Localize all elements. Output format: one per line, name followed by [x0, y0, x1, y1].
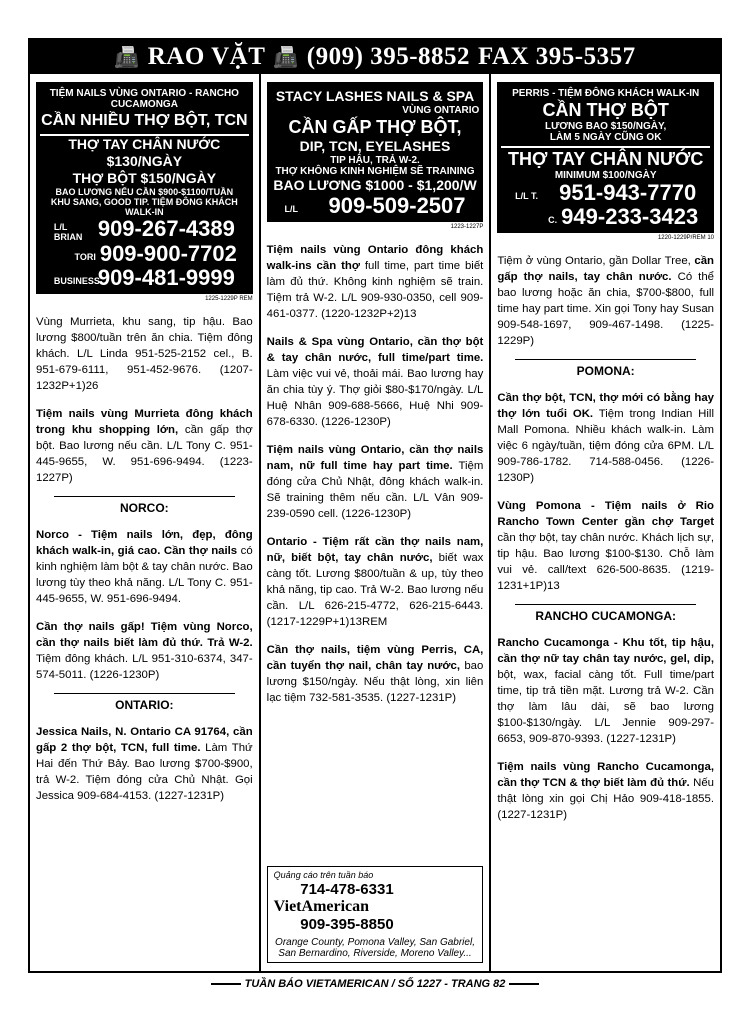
column-3 [491, 74, 720, 971]
ad-title: CẦN GẤP THỢ BỘT, [288, 117, 462, 137]
ad-line: THỢ TAY CHÂN NƯỚC [508, 149, 704, 169]
ad-line: VÙNG ONTARIO [402, 105, 480, 116]
column-2 [261, 74, 492, 971]
classified-ad [267, 534, 484, 630]
phone-number: 909-509-2507 [328, 193, 466, 218]
ad-list [36, 314, 253, 486]
featured-ad-3 [497, 82, 714, 233]
ad-line: THỢ KHÔNG KINH NGHIỆM SẼ TRAINING [275, 166, 475, 177]
ad-list [267, 242, 484, 706]
ad-lead: Tiệm nails vùng Ontario, cần thợ nails nam, nữ full time hay part time. [266, 444, 484, 472]
publication-logo: VietAmerican [273, 898, 370, 915]
ad-lead: Jessica Nails, N. Ontario CA 91764, cần gấp 2 thợ bột, TCN, full time. [36, 725, 253, 754]
ad-headline: TIỆM NAILS VÙNG ONTARIO - RANCHO CUCAMONGA [49, 88, 239, 110]
ad-body: Tiệm trong Indian Hill Mall Pomona. Nhiều khách walk-in. Làm việc 6 ngày/tuần, tiệm đóng cửa 6PM. L/L 909-786-1782. 714-588-0456. (1226-1230P) [497, 408, 715, 484]
phone-number: 909-267-4389 [97, 216, 235, 241]
classified-ad [36, 619, 253, 683]
contact-label: C. [548, 214, 558, 225]
classified-ad [36, 724, 253, 804]
ad-line: BAO LƯƠNG $1000 - $1,200/W [273, 177, 477, 193]
header-phone: (909) 395-8852 [306, 43, 471, 70]
ad-line: BAO LƯƠNG NẾU CẦN $900-$1100/TUẦN [55, 187, 234, 197]
ad-list [36, 527, 253, 683]
ad-lead: Vùng Pomona - Tiệm nails ở Rio Rancho Town Center gần chợ Target [497, 500, 715, 528]
classified-ad [267, 334, 484, 430]
ad-line: KHU SANG, GOOD TIP. TIỆM ĐÔNG KHÁCH WALK-IN [50, 197, 238, 217]
ad-body: Tiệm đông khách. L/L 951-310-6374, 347-574-5011. (1226-1230P) [36, 652, 253, 681]
ad-lead: Cần thợ nails, tiệm vùng Perris, CA, cần tuyển thợ nail, chân tay nước, [266, 644, 484, 672]
classified-ad [497, 253, 714, 349]
phone-number: 909-900-7702 [99, 240, 237, 266]
ad-line: MINIMUM $100/NGÀY [554, 170, 657, 181]
classified-ad [497, 759, 714, 823]
header-fax: FAX 395-5357 [478, 43, 636, 70]
ad-line: LƯƠNG BAO $150/NGÀY, [545, 121, 667, 132]
ad-body: biết wax càng tốt. Lương $800/tuần & up, tùy theo khả năng, tip cao. Trả W-2. Bao lương nếu cần. L/L 626-215-4772, 626-215-6443. (1217-1229P+1)13REM [266, 552, 484, 628]
ad-lead: Nails & Spa vùng Ontario, cần thợ bột & tay chân nước, full time/part time. [266, 336, 484, 364]
classified-ad [36, 527, 253, 607]
ad-list [497, 635, 714, 823]
ad-body: có kinh nghiệm làm bột & tay chân nước. Bao lương tùy theo khả năng. L/L Tony C. 951-445-9655, W. 951-696-9494. [36, 544, 253, 605]
contact-label: TORI [74, 251, 96, 262]
classified-ad [36, 406, 253, 486]
ad-headline: PERRIS - TIỆM ĐÔNG KHÁCH WALK-IN [512, 88, 700, 99]
classified-ad [497, 635, 714, 747]
ad-line: THỢ TAY CHÂN NƯỚC $130/NGÀY [68, 136, 221, 169]
ad-code: 1223-1227P [450, 224, 484, 230]
ad-body: cần thợ bột, tay chân nước. Khách lịch sự, tip hậu. Bao lương $100-$130. Chỗ làm vui vẻ. call/text 626-500-8635. (1219-1231+1P)13 [497, 532, 715, 592]
contact-label: L/L [284, 203, 298, 214]
phone-number: 714-478-6331 [300, 881, 394, 898]
featured-ad-2 [267, 82, 484, 222]
phone-number: 909-395-8850 [300, 916, 394, 933]
ad-body: Có thể bao lương hoặc ăn chia, $700-$800, full time hay part time. Xin gọi Tony hay Susan 909-548-1697, 909-467-1498. (1225-1229P) [497, 271, 715, 347]
ad-body: bao lương $150/ngày. Nếu thật lòng, xin liên lạc tiệm 732-581-3535. (1227-1231P) [266, 660, 484, 704]
ad-code: 1220-1229P/REM 10 [657, 235, 715, 241]
ad-body: cần gấp thợ bột. Bao lương nếu cần. L/L Tony C. 951-445-9655, W. 951-696-9494. (1223-1227P) [36, 423, 253, 484]
contact-label: BUSINESS [53, 275, 100, 286]
section-heading-norco: NORCO: [54, 496, 235, 515]
section-heading-pomona: POMONA: [515, 359, 696, 378]
ad-body: full time, part time biết làm đủ thứ. Không kinh nghiệm sẽ train. Tiệm trả W-2. L/L 909-930-0350, cell 909-461-0377. (1220-1232P+2)13 [266, 260, 484, 320]
phone-number: 951-943-7770 [559, 180, 697, 205]
contact-label: L/L T. [515, 190, 539, 201]
ad-list [497, 390, 714, 594]
ad-headline: STACY LASHES NAILS & SPA [275, 88, 475, 104]
ad-line: TIP HẬU, TRẢ W-2. [330, 155, 420, 166]
header-title: RAO VẶT [147, 43, 266, 70]
column-1 [30, 74, 261, 971]
classified-ad [497, 390, 714, 486]
classifieds-page [28, 38, 722, 973]
contact-label: L/L BRIAN [53, 221, 83, 242]
ad-lead: cần gấp thợ nails, tay chân nước. [497, 255, 715, 283]
promo-box [267, 866, 484, 963]
ad-lead: Cần thợ bột, TCN, thợ mới có bằng hay thợ lớn tuổi OK. [497, 392, 715, 420]
ad-lead: Tiệm nails vùng Murrieta đông khách trong khu shopping lớn, [36, 407, 253, 436]
ad-body: Tiệm ở vùng Ontario, gần Dollar Tree, [497, 255, 695, 267]
classified-ad [267, 442, 484, 522]
ad-lead: Norco - Tiệm nails lớn, đẹp, đông khách walk-in, giá cao. Cần thợ nails [36, 528, 253, 557]
ad-body: bột, wax, facial càng tốt. Full time/part time, tip trả tiền mặt. Lương trả W-2. Cần thợ làm lâu dài, sẽ bao lương $100-$130/ngày. L/L Jennie 909-297-6653, 909-870-9393. (1227-1231P) [497, 669, 715, 745]
ad-lead: Rancho Cucamonga - Khu tốt, tip hậu, cần thợ nữ tay chân tay nước, gel, dip, [497, 637, 715, 665]
ad-list [36, 724, 253, 804]
promo-caption: Quảng cáo trên tuần báo [273, 870, 374, 880]
featured-ad-1 [36, 82, 253, 294]
footer-text: TUẦN BÁO VIETAMERICAN / SỐ 1227 - TRANG 82 [244, 978, 506, 990]
ad-body: Làm Thứ Hai đến Thứ Bảy. Bao lương $700-$900, trả W-2. Tiệm đóng cửa Chủ Nhật. Gọi Jessica 909-684-4153. (1227-1231P) [36, 741, 253, 802]
classified-ad [267, 242, 484, 322]
ad-line: LÀM 5 NGÀY CŨNG OK [501, 132, 710, 148]
classified-ad [267, 642, 484, 706]
ad-body: Vùng Murrieta, khu sang, tip hậu. Bao lương $800/tuần trên ăn chia. Tiệm đông khách. L/L Linda 951-525-2152 cel., B. 951-679-6111, 951-452-9676. (1207-1232P+1)26 [36, 315, 253, 392]
ad-lead: Tiệm nails vùng Ontario đông khách walk-ins cần thợ [266, 244, 484, 272]
ad-body: Nếu thật lòng xin gọi Chị Hảo 909-418-1855. (1227-1231P) [497, 777, 715, 821]
ad-line: THỢ BỘT $150/NGÀY [72, 170, 217, 186]
ad-body: Làm việc vui vẻ, thoải mái. Bao lương hay ăn chia tùy ý. Thợ giỏi $80-$170/ngày. L/L Huệ Nhân 909-688-5666, Huệ Nhi 909-678-6330. (1226-1230P) [266, 368, 484, 428]
promo-regions: Orange County, Pomona Valley, San Gabriel, San Bernardino, Riverside, Moreno Valley... [275, 937, 475, 959]
ad-lead: Tiệm nails vùng Rancho Cucamonga, cần thợ TCN & thợ biết làm đủ thứ. [497, 761, 715, 789]
classified-ad [497, 498, 714, 594]
ad-lead: Ontario - Tiệm rất cần thợ nails nam, nữ, biết bột, tay chân nước, [266, 536, 484, 564]
ad-line: DIP, TCN, EYELASHES [299, 138, 451, 154]
ad-body: Tiệm đóng cửa Chủ Nhật, đông khách walk-in. Sẽ training thêm nếu cần. L/L Vân 909-239-0590 cell. (1226-1230P) [266, 460, 484, 520]
page-footer [0, 978, 750, 990]
fax-machine-icon: 📠 [273, 46, 299, 69]
ad-title: CẦN THỢ BỘT [542, 100, 669, 120]
ad-lead: Cần thợ nails gấp! Tiệm vùng Norco, cần thợ nails biết làm đủ thứ. Trả W-2. [36, 620, 253, 649]
phone-number: 949-233-3423 [561, 204, 699, 229]
phone-number: 909-481-9999 [97, 264, 235, 290]
ad-title: CẦN NHIỀU THỢ BỘT, TCN [40, 110, 249, 136]
ad-list [497, 253, 714, 349]
page-header [30, 40, 720, 74]
section-heading-ontario: ONTARIO: [54, 693, 235, 712]
classified-ad [36, 314, 253, 394]
section-heading-rancho-cucamonga: RANCHO CUCAMONGA: [515, 604, 696, 623]
ad-code: 1225-1229P REM [205, 295, 253, 302]
fax-machine-icon: 📠 [114, 46, 140, 69]
